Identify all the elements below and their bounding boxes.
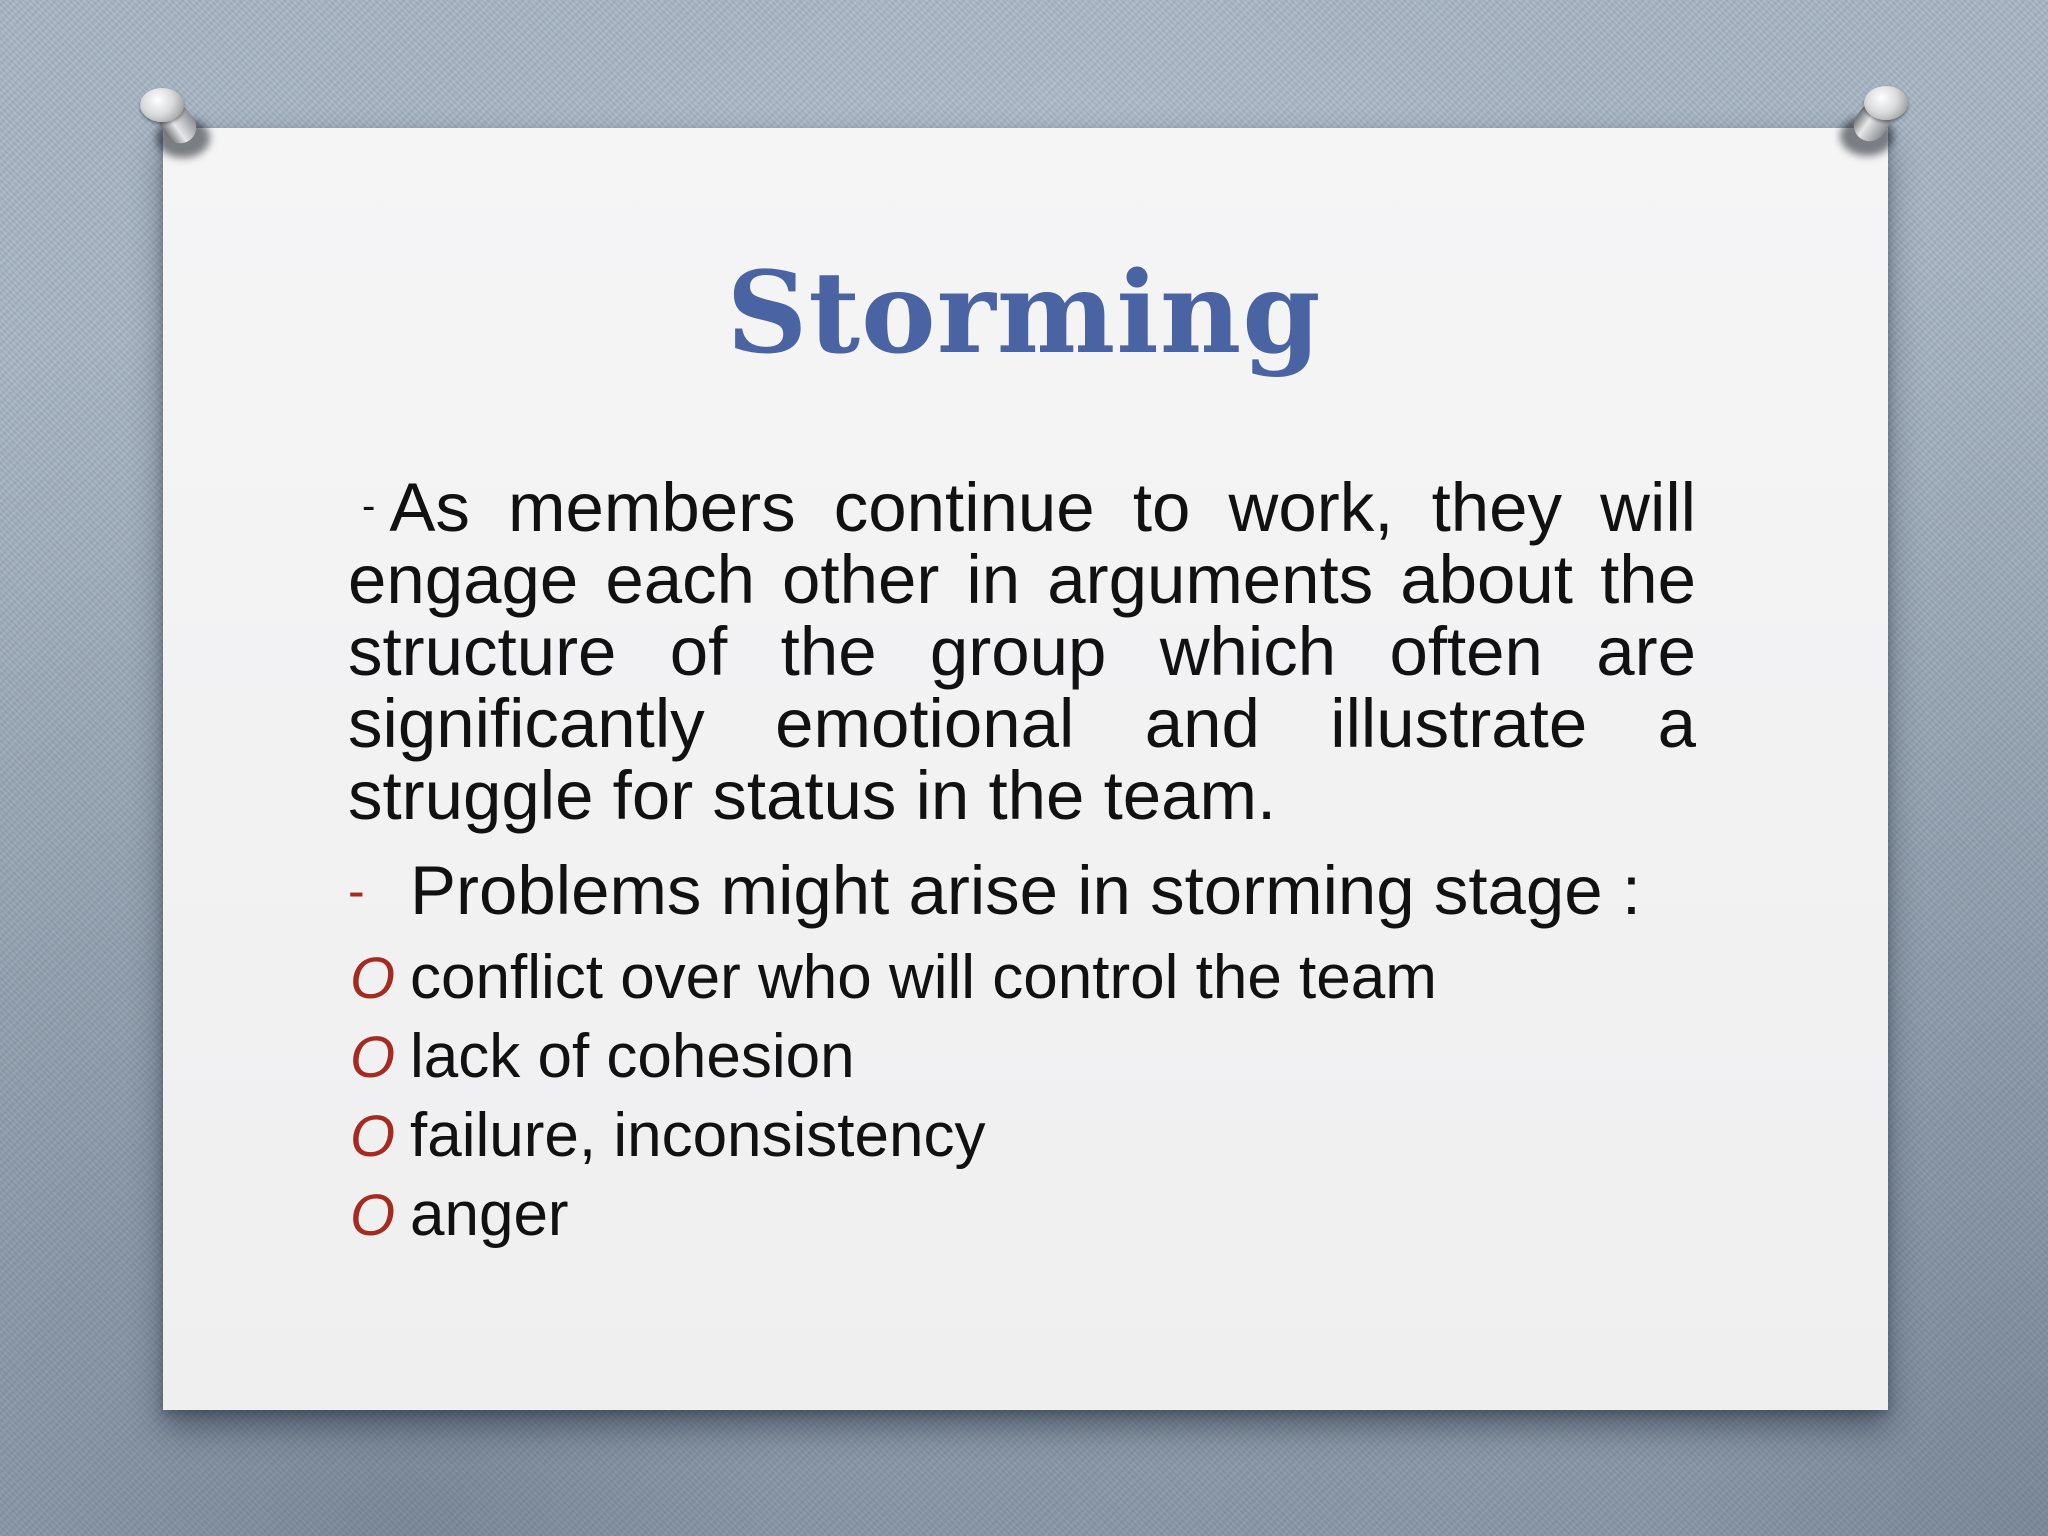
problems-heading-text: Problems might arise in storming stage : bbox=[410, 852, 1641, 929]
paragraph-text: As members continue to work, they will engage each other in arguments about the structure of the group which often are significantly emotional and illustrate a struggle for status in the team. bbox=[348, 469, 1696, 834]
problems-heading bbox=[348, 852, 1696, 930]
o-bullet-icon: O bbox=[350, 1183, 396, 1248]
list-item-text: lack of cohesion bbox=[410, 1022, 855, 1091]
problems-list bbox=[348, 938, 1696, 1254]
slide-title: Storming bbox=[726, 248, 1322, 379]
list-item bbox=[348, 1096, 1696, 1175]
list-item bbox=[348, 1017, 1696, 1096]
list-item-text: anger bbox=[410, 1180, 569, 1249]
paragraph-dash: - bbox=[362, 484, 376, 528]
slide-body bbox=[348, 470, 1696, 1254]
list-item-text: conflict over who will control the team bbox=[410, 943, 1437, 1012]
list-item-text: failure, inconsistency bbox=[410, 1101, 986, 1170]
push-pin-icon bbox=[140, 88, 210, 158]
list-item bbox=[348, 938, 1696, 1017]
push-pin-icon bbox=[1840, 86, 1910, 156]
list-item bbox=[348, 1175, 1696, 1254]
intro-paragraph bbox=[348, 470, 1696, 832]
o-bullet-icon: O bbox=[350, 1025, 396, 1090]
o-bullet-icon: O bbox=[350, 1104, 396, 1169]
o-bullet-icon: O bbox=[350, 946, 396, 1011]
dash-bullet-icon: - bbox=[348, 863, 365, 919]
